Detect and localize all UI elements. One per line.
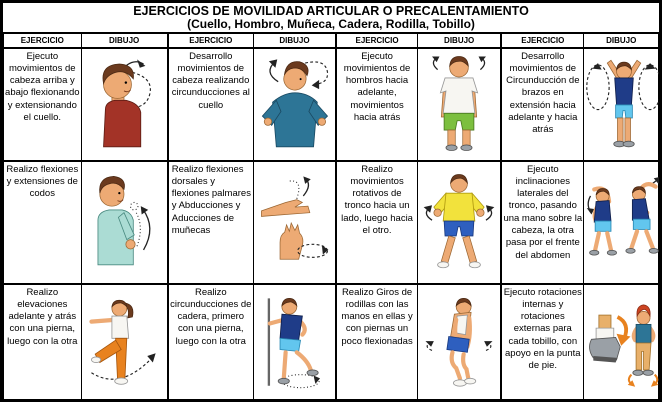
exercise-text-cell: Realizo circunducciones de cadera, primero con una pierna, luego con la otra [168, 284, 254, 402]
drawing-cell [81, 161, 168, 284]
col-header-dibujo-4: DIBUJO [584, 34, 659, 48]
arm-circumduction-drawing [584, 51, 662, 157]
exercise-table [3, 33, 659, 402]
drawing-cell [253, 48, 336, 161]
col-header-ejercicio-3: EJERCICIO [336, 34, 418, 48]
drawing-cell [253, 161, 336, 284]
exercise-text-cell: Realizo flexiones y extensiones de codos [4, 161, 82, 284]
exercise-text-cell: Ejecuto rotaciones internas y rotaciones externas para cada tobillo, con apoyo en la punta de pie. [501, 284, 584, 402]
drawing-cell [584, 161, 659, 284]
leg-elevation-swing-drawing [84, 287, 164, 399]
col-header-dibujo-1: DIBUJO [81, 34, 168, 48]
drawing-cell [81, 284, 168, 402]
drawing-cell [418, 48, 502, 161]
drawing-cell [584, 284, 659, 402]
exercise-text-cell: Ejecuto movimientos de cabeza arriba y abajo flexionando y extensionando el cuello. [4, 48, 82, 161]
shoulder-forward-backward-drawing [419, 51, 499, 157]
wrist-movements-drawing [254, 164, 334, 280]
trunk-rotation-drawing [419, 164, 499, 280]
page-title: EJERCICIOS DE MOVILIDAD ARTICULAR O PRECALENTAMIENTO [133, 4, 529, 18]
exercise-text-cell: Realizo movimientos rotativos de tronco hacia un lado, luego hacia el otro. [336, 161, 418, 284]
drawing-cell [253, 284, 336, 402]
exercise-text-cell: Desarrollo movimientos de cabeza realizando circunducciones al cuello [168, 48, 254, 161]
exercise-text-cell: Realizo flexiones dorsales y flexiones palmares y Abducciones y Aducciones de muñecas [168, 161, 254, 284]
head-flexion-extension-drawing [84, 51, 164, 157]
drawing-cell [418, 161, 502, 284]
exercise-text-cell: Realizo Giros de rodillas con las manos en ellas y con piernas un poco flexionadas [336, 284, 418, 402]
col-header-dibujo-3: DIBUJO [418, 34, 502, 48]
drawing-cell [81, 48, 168, 161]
exercise-text-cell: Desarrollo movimientos de Circunducción de brazos en extensión hacia adelante y hacia atrás [501, 48, 584, 161]
exercise-text-cell: Ejecuto inclinaciones laterales del tronco, pasando una mano sobre la cabeza, la otra pasa por el frente del abdomen [501, 161, 584, 284]
col-header-dibujo-2: DIBUJO [253, 34, 336, 48]
elbow-flexion-extension-drawing [84, 164, 164, 280]
exercise-text-cell: Ejecuto movimientos de hombros hacia adelante, movimientos hacia atrás [336, 48, 418, 161]
table-row [4, 284, 659, 402]
table-header-row [4, 34, 659, 48]
page-subtitle: (Cuello, Hombro, Muñeca, Cadera, Rodilla, Tobillo) [187, 17, 475, 31]
table-row [4, 48, 659, 161]
drawing-cell [418, 284, 502, 402]
hip-circumduction-drawing [254, 287, 334, 399]
col-header-ejercicio-2: EJERCICIO [168, 34, 254, 48]
title-block [3, 3, 659, 33]
knee-rotation-drawing [419, 287, 499, 399]
ankle-rotation-drawing [584, 287, 662, 399]
trunk-lateral-inclination-drawing [584, 164, 662, 280]
col-header-ejercicio-1: EJERCICIO [4, 34, 82, 48]
table-row [4, 161, 659, 284]
neck-circumduction-drawing [254, 51, 334, 157]
col-header-ejercicio-4: EJERCICIO [501, 34, 584, 48]
exercise-text-cell: Realizo elevaciones adelante y atrás con una pierna, luego con la otra [4, 284, 82, 402]
drawing-cell [584, 48, 659, 161]
